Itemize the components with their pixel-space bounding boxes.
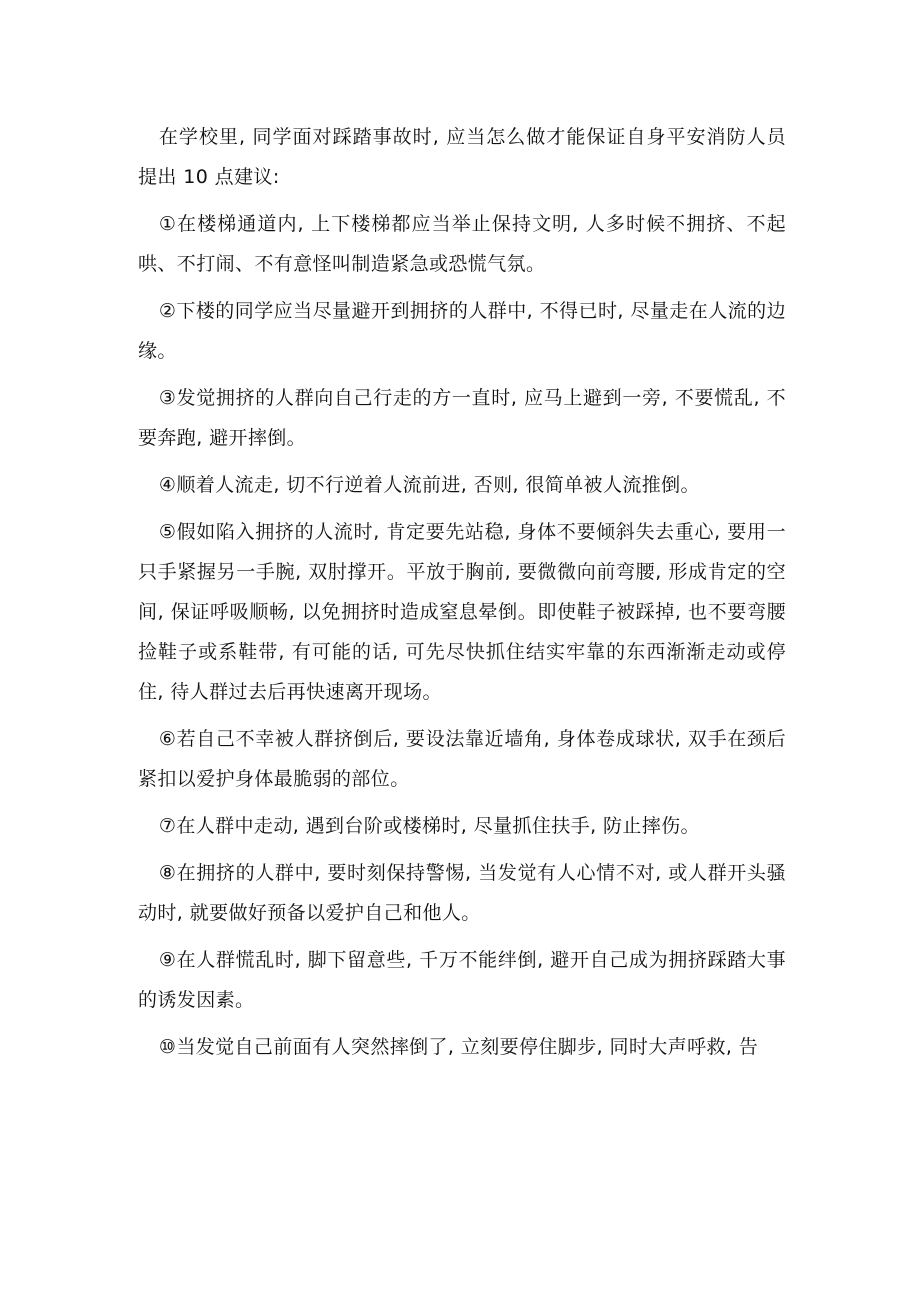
- tip-paragraph-3: ③发觉拥挤的人群向自己行走的方一直时, 应马上避到一旁, 不要慌乱, 不要奔跑, 避开摔倒。: [138, 387, 786, 449]
- tip-paragraph-4: ④顺着人流走, 切不行逆着人流前进, 否则, 很简单被人流推倒。: [158, 474, 700, 496]
- tip-paragraph-8: ⑧在拥挤的人群中, 要时刻保持警惕, 当发觉有人心情不对, 或人群开头骚动时, 就要做好预备以爱护自己和他人。: [138, 862, 786, 924]
- tip-paragraph-5: ⑤假如陷入拥挤的人流时, 肯定要先站稳, 身体不要倾斜失去重心, 要用一只手紧握另一手腕, 双肘撑开。平放于胸前, 要微微向前弯腰, 形成肯定的空间, 保证呼吸顺畅, 以免拥挤时造成窒息晕倒。即使鞋子被踩掉, 也不要弯腰捡鞋子或系鞋带, 有可能的话, 可先尽快抓住结实牢靠的东西渐渐走动或停住, 待人群过去后再快速离开现场。: [138, 521, 786, 703]
- document-body: [138, 117, 786, 1074]
- tip-paragraph-9: ⑨在人群慌乱时, 脚下留意些, 千万不能绊倒, 避开自己成为拥挤踩踏大事的诱发因素。: [138, 949, 786, 1011]
- tip-paragraph-1: ①在楼梯通道内, 上下楼梯都应当举止保持文明, 人多时候不拥挤、不起哄、不打闹、不有意怪叫制造紧急或恐慌气氛。: [138, 213, 786, 275]
- intro-paragraph: 在学校里, 同学面对踩踏事故时, 应当怎么做才能保证自身平安消防人员提出 10 点建议:: [138, 126, 786, 188]
- tip-paragraph-7: ⑦在人群中走动, 遇到台阶或楼梯时, 尽量抓住扶手, 防止摔伤。: [158, 815, 700, 837]
- tip-paragraph-2: ②下楼的同学应当尽量避开到拥挤的人群中, 不得已时, 尽量走在人流的边缘。: [138, 300, 786, 362]
- tip-paragraph-10: ⑩当发觉自己前面有人突然摔倒了, 立刻要停住脚步, 同时大声呼救, 告: [158, 1036, 759, 1058]
- tip-paragraph-6: ⑥若自己不幸被人群挤倒后, 要设法靠近墙角, 身体卷成球状, 双手在颈后紧扣以爱护身体最脆弱的部位。: [138, 728, 786, 790]
